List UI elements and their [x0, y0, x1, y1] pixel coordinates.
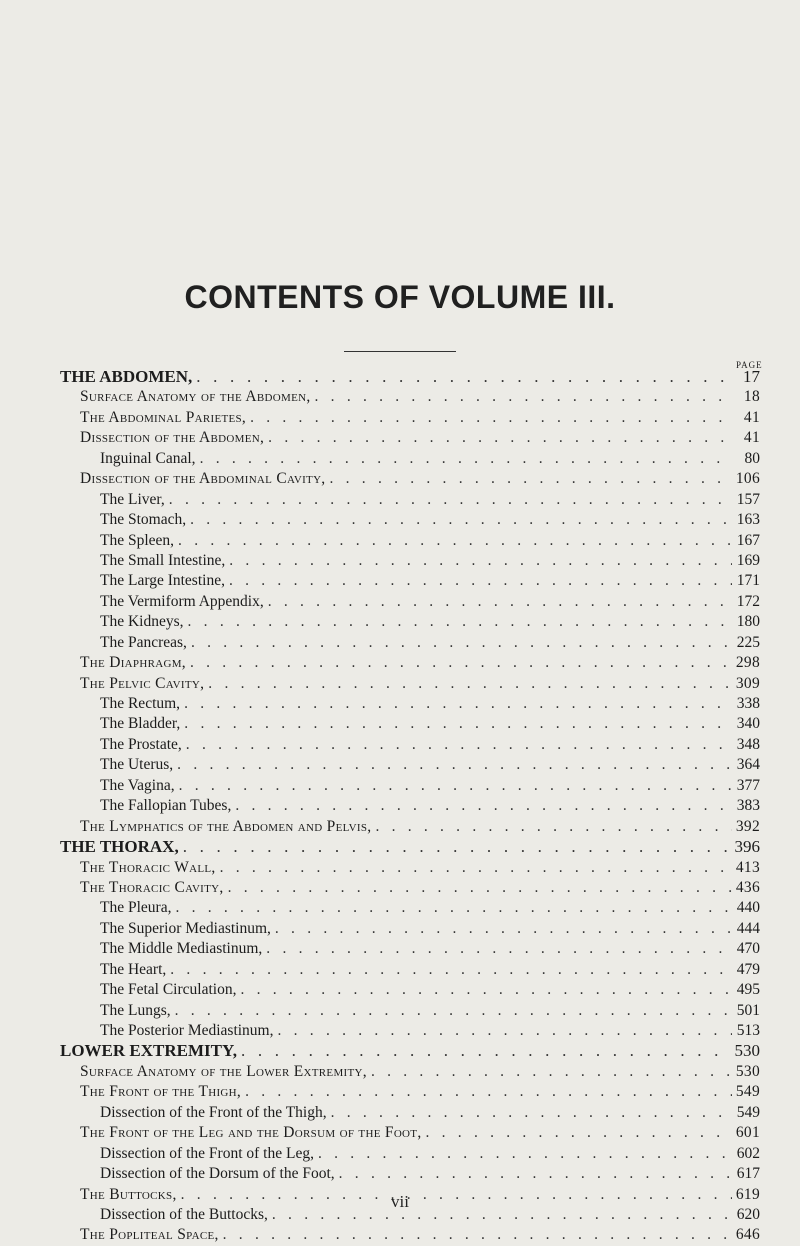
- toc-entry-title: The Lungs,: [100, 1001, 171, 1019]
- dot-leader: [170, 960, 732, 980]
- toc-entry-page: 41: [743, 408, 760, 426]
- toc-entry: [60, 898, 760, 918]
- toc-entry: [60, 428, 760, 448]
- dot-leader: [191, 633, 732, 653]
- dot-leader: [375, 817, 731, 837]
- toc-entry-title: The Heart,: [100, 960, 167, 978]
- toc-entry-page: 348: [736, 735, 760, 753]
- dot-leader: [179, 776, 732, 796]
- toc-entry-page: 377: [736, 776, 760, 794]
- dot-leader: [229, 551, 732, 571]
- toc-entry-page: 163: [736, 511, 760, 529]
- toc-entry-page: 17: [743, 367, 760, 386]
- toc-entry-title: The Fallopian Tubes,: [100, 797, 232, 815]
- toc-entry: [60, 571, 760, 591]
- toc-entry: [60, 633, 760, 653]
- title-rule: [344, 351, 456, 352]
- toc-entry-title: The Pancreas,: [100, 633, 187, 651]
- toc-entry-page: 298: [735, 654, 760, 672]
- toc-entry-title: The Front of the Leg and the Dorsum of the Foot,: [80, 1124, 422, 1142]
- toc-entry-page: 80: [744, 449, 760, 467]
- toc-entry-page: 172: [736, 592, 760, 610]
- dot-leader: [339, 1164, 732, 1184]
- toc-entry: [60, 878, 760, 898]
- dot-leader: [184, 694, 732, 714]
- toc-entry-page: 530: [735, 1062, 760, 1080]
- toc-entry-title: The Thoracic Cavity,: [80, 878, 224, 896]
- toc-entry: [60, 1001, 760, 1021]
- toc-entry: [60, 735, 760, 755]
- toc-entry-page: 549: [735, 1083, 760, 1101]
- dot-leader: [371, 1062, 732, 1082]
- toc-entry-title: The Stomach,: [100, 511, 187, 529]
- dot-leader: [200, 449, 732, 469]
- toc-entry-title: The Vagina,: [100, 776, 175, 794]
- toc-entry-page: 225: [736, 633, 760, 651]
- toc-entry-title: The Spleen,: [100, 531, 175, 549]
- toc-entry-title: The Abdominal Parietes,: [80, 408, 247, 426]
- toc-entry-page: 470: [736, 940, 760, 958]
- toc-entry: [60, 510, 760, 530]
- toc-entry: [60, 592, 760, 612]
- toc-entry-title: The Rectum,: [100, 695, 181, 712]
- toc-entry-page: 501: [736, 1001, 760, 1019]
- toc-entry: [60, 1144, 760, 1164]
- dot-leader: [196, 367, 732, 387]
- toc-entry-page: 495: [736, 981, 760, 999]
- dot-leader: [235, 796, 732, 816]
- toc-entry-title: The Lymphatics of the Abdomen and Pelvis,: [80, 817, 372, 835]
- toc-entry-title: Dissection of the Front of the Thigh,: [100, 1103, 327, 1121]
- dot-leader: [228, 878, 732, 898]
- toc-entry-page: 338: [736, 695, 760, 712]
- toc-entry-page: 396: [734, 837, 760, 857]
- toc-entry: [60, 837, 760, 857]
- toc-entry: [60, 960, 760, 980]
- toc-entry: [60, 1082, 760, 1102]
- page-title: CONTENTS OF VOLUME III.: [184, 279, 616, 316]
- toc-entry-page: 444: [736, 919, 760, 937]
- toc-entry-title: The Prostate,: [100, 735, 182, 753]
- dot-leader: [184, 714, 732, 734]
- dot-leader: [223, 1225, 732, 1245]
- dot-leader: [177, 755, 732, 775]
- dot-leader: [268, 592, 732, 612]
- dot-leader: [266, 939, 732, 959]
- dot-leader: [175, 1001, 732, 1021]
- dot-leader: [426, 1123, 732, 1143]
- toc-entry-title: The Diaphragm,: [80, 654, 186, 672]
- toc-entry-page: 413: [735, 858, 760, 876]
- toc-entry: [60, 387, 760, 407]
- dot-leader: [183, 837, 731, 857]
- toc-entry: [60, 694, 760, 714]
- toc-entry: [60, 551, 760, 571]
- dot-leader: [245, 1082, 732, 1102]
- toc-entry: [60, 1123, 760, 1143]
- toc-entry: [60, 939, 760, 959]
- toc-entry-title: The Uterus,: [100, 756, 174, 774]
- toc-entry-page: 549: [736, 1103, 760, 1121]
- toc-entry: [60, 1225, 760, 1245]
- toc-entry-title: The Thoracic Wall,: [80, 858, 216, 876]
- toc-entry-title: The Kidneys,: [100, 613, 184, 631]
- toc-entry-page: 171: [736, 572, 760, 590]
- toc-entry-title: Dissection of the Abdomen,: [80, 429, 265, 447]
- toc-entry-title: The Large Intestine,: [100, 572, 225, 590]
- dot-leader: [315, 387, 732, 407]
- toc-entry: [60, 796, 760, 816]
- dot-leader: [330, 469, 732, 489]
- toc-entry-page: 383: [736, 797, 760, 815]
- dot-leader: [268, 428, 732, 448]
- toc-entry-title: The Posterior Mediastinum,: [100, 1022, 274, 1039]
- dot-leader: [175, 898, 732, 918]
- toc-entry-title: THE THORAX,: [60, 837, 179, 857]
- dot-leader: [190, 510, 732, 530]
- toc-entry-title: The Bladder,: [100, 715, 181, 733]
- toc-entry-page: 436: [735, 878, 760, 896]
- toc-entry-title: The Superior Mediastinum,: [100, 919, 271, 937]
- toc-entry-title: Dissection of the Front of the Leg,: [100, 1144, 314, 1162]
- toc-entry-title: The Middle Mediastinum,: [100, 940, 263, 958]
- toc-entry: [60, 714, 760, 734]
- toc-entry-title: The Front of the Thigh,: [80, 1083, 242, 1101]
- toc-entry: [60, 367, 760, 387]
- toc-entry-page: 513: [736, 1022, 760, 1039]
- toc-entry: [60, 653, 760, 673]
- toc-entry-page: 601: [735, 1124, 760, 1142]
- toc-entry-title: The Liver,: [100, 490, 165, 508]
- toc-entry-page: 106: [735, 470, 760, 488]
- toc-entry-page: 440: [736, 899, 760, 917]
- toc-entry: [60, 490, 760, 510]
- toc-entry-title: The Small Intestine,: [100, 551, 226, 569]
- toc-entry: [60, 755, 760, 775]
- dot-leader: [241, 1041, 731, 1061]
- toc-entry-page: 620: [736, 1205, 760, 1223]
- toc-entry-page: 41: [743, 429, 760, 447]
- toc-entry-title: Surface Anatomy of the Abdomen,: [80, 388, 311, 406]
- dot-leader: [240, 980, 732, 1000]
- toc-entry-title: Dissection of the Abdominal Cavity,: [80, 470, 326, 488]
- toc-entry-page: 602: [736, 1144, 760, 1162]
- toc-entry-page: 157: [736, 490, 760, 508]
- dot-leader: [278, 1021, 733, 1041]
- toc-entry-page: 479: [736, 960, 760, 978]
- toc-entry: [60, 980, 760, 1000]
- table-of-contents: [60, 367, 760, 1246]
- dot-leader: [250, 408, 732, 428]
- toc-entry-page: 617: [736, 1165, 760, 1183]
- toc-entry-title: The Vermiform Appendix,: [100, 592, 264, 610]
- toc-entry-page: 167: [736, 531, 760, 549]
- toc-entry-title: Surface Anatomy of the Lower Extremity,: [80, 1062, 367, 1080]
- toc-entry: [60, 1041, 760, 1061]
- dot-leader: [169, 490, 732, 510]
- toc-entry-title: The Buttocks,: [80, 1185, 177, 1203]
- dot-leader: [318, 1144, 732, 1164]
- dot-leader: [186, 735, 732, 755]
- toc-entry: [60, 776, 760, 796]
- toc-entry-page: 309: [735, 674, 760, 692]
- dot-leader: [275, 919, 732, 939]
- toc-entry: [60, 817, 760, 837]
- toc-entry-page: 180: [736, 613, 760, 631]
- page-number: vii: [391, 1192, 409, 1211]
- toc-entry-page: 18: [743, 388, 760, 406]
- toc-entry: [60, 612, 760, 632]
- dot-leader: [208, 674, 732, 694]
- toc-entry: [60, 858, 760, 878]
- dot-leader: [178, 531, 732, 551]
- toc-entry-title: The Pelvic Cavity,: [80, 674, 205, 692]
- dot-leader: [190, 653, 732, 673]
- toc-entry-title: The Fetal Circulation,: [100, 981, 237, 999]
- toc-entry-title: Dissection of the Buttocks,: [100, 1205, 268, 1223]
- page-column-label: PAGE: [736, 360, 763, 370]
- toc-entry: [60, 1062, 760, 1082]
- dot-leader: [229, 571, 732, 591]
- toc-entry-title: Inguinal Canal,: [100, 449, 196, 467]
- toc-entry: [60, 919, 760, 939]
- toc-entry: [60, 469, 760, 489]
- toc-entry-page: 169: [736, 551, 760, 569]
- toc-entry-title: THE ABDOMEN,: [60, 367, 193, 386]
- toc-entry: [60, 531, 760, 551]
- toc-entry-page: 646: [735, 1226, 760, 1244]
- toc-entry-title: LOWER EXTREMITY,: [60, 1041, 237, 1061]
- toc-entry: [60, 674, 760, 694]
- toc-entry-page: 340: [736, 715, 760, 733]
- toc-entry: [60, 449, 760, 469]
- toc-entry: [60, 1164, 760, 1184]
- dot-leader: [188, 612, 732, 632]
- toc-entry-page: 619: [735, 1185, 760, 1203]
- dot-leader: [331, 1103, 732, 1123]
- toc-entry-page: 530: [734, 1041, 760, 1061]
- toc-entry: [60, 1103, 760, 1123]
- toc-entry-title: The Pleura,: [100, 899, 172, 917]
- toc-entry-title: The Popliteal Space,: [80, 1226, 219, 1244]
- toc-entry-page: 392: [735, 817, 760, 835]
- toc-entry: [60, 408, 760, 428]
- toc-entry-page: 364: [736, 756, 760, 774]
- toc-entry: [60, 1021, 760, 1041]
- toc-entry-title: Dissection of the Dorsum of the Foot,: [100, 1165, 335, 1183]
- dot-leader: [220, 858, 732, 878]
